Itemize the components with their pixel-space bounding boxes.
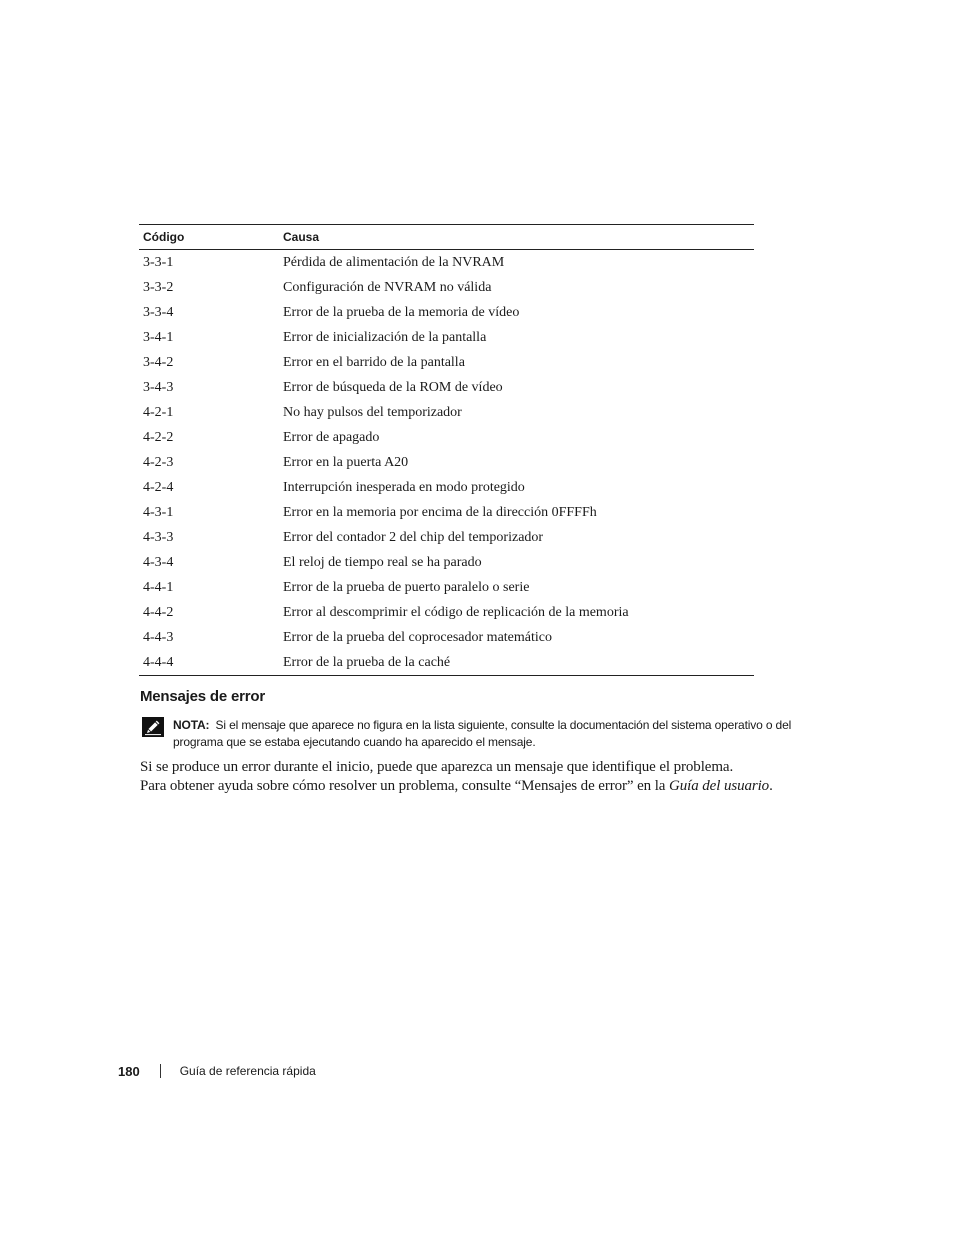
table-row [139,500,754,525]
cell-code: 4-2-4 [143,479,174,495]
paragraph-line-2 [140,777,840,796]
beep-code-table [139,224,754,676]
cell-code: 3-3-2 [143,279,174,295]
cell-cause: Error de la prueba del coprocesador matemático [283,629,552,645]
page-footer [118,1062,316,1080]
column-header-code: Código [139,225,279,250]
table-row [139,650,754,676]
table-row [139,275,754,300]
page-number: 180 [118,1063,140,1079]
user-guide-reference: Guía del usuario [669,778,770,794]
cell-cause: Error al descomprimir el código de replicación de la memoria [283,604,629,620]
table-header [139,225,754,250]
table-body [139,250,754,676]
cell-code: 4-4-4 [139,650,279,676]
footer-separator [160,1064,161,1078]
body-paragraph [140,758,840,796]
table-header-row [139,225,754,250]
cell-cause: Error en el barrido de la pantalla [283,354,465,370]
cell-cause: El reloj de tiempo real se ha parado [283,554,482,570]
note-label: NOTA: [173,718,210,732]
cell-cause: Error de la prueba de puerto paralelo o serie [283,579,530,595]
table-row [139,450,754,475]
table-row [139,425,754,450]
cell-cause: Pérdida de alimentación de la NVRAM [283,254,505,270]
table-row [139,325,754,350]
cell-cause: Error de la prueba de la memoria de vídeo [283,304,520,320]
column-header-cause: Causa [279,225,754,250]
note-body: Si el mensaje que aparece no figura en la lista siguiente, consulte la documentación del sistema operativo o del programa que se estaba ejecutando cuando ha aparecido el mensaje. [173,718,792,749]
cell-code: 3-3-4 [143,304,174,320]
cell-cause: Error de apagado [283,429,380,445]
table-row [139,550,754,575]
cell-code: 4-3-1 [143,504,174,520]
table-row [139,300,754,325]
cell-cause: No hay pulsos del temporizador [283,404,462,420]
cell-cause: Error en la puerta A20 [283,454,409,470]
table-row [139,350,754,375]
cell-cause: Configuración de NVRAM no válida [283,279,492,295]
footer-title: Guía de referencia rápida [179,1064,316,1078]
paragraph-line-1: Si se produce un error durante el inicio, puede que aparezca un mensaje que identifique el problema. [140,759,734,775]
paragraph-line-2-end: . [769,778,773,794]
table-row [139,575,754,600]
section-heading: Mensajes de error [140,688,265,705]
table-row [139,625,754,650]
cell-cause: Interrupción inesperada en modo protegido [283,479,525,495]
table-row [139,525,754,550]
cell-code: 4-4-3 [143,629,174,645]
table-row [139,475,754,500]
cell-code: 4-3-3 [143,529,174,545]
cell-cause: Error de inicialización de la pantalla [283,329,487,345]
table-row [139,600,754,625]
note-text [173,717,823,751]
cell-code: 4-2-2 [143,429,174,445]
pencil-note-icon [142,717,164,737]
cell-cause: Error de la prueba de la caché [279,650,754,676]
cell-cause: Error del contador 2 del chip del temporizador [283,529,544,545]
table-row [139,250,754,276]
cell-cause: Error de búsqueda de la ROM de vídeo [283,379,503,395]
cell-code: 4-3-4 [143,554,174,570]
cell-code: 3-4-1 [143,329,174,345]
cell-code: 3-4-3 [143,379,174,395]
paragraph-line-2-text: Para obtener ayuda sobre cómo resolver un problema, consulte “Mensajes de error” en la [140,778,670,794]
cell-code: 4-4-2 [143,604,174,620]
table-row [139,400,754,425]
cell-code: 4-2-1 [143,404,174,420]
table-row [139,375,754,400]
cell-code: 4-2-3 [143,454,174,470]
cell-cause: Error en la memoria por encima de la dirección 0FFFFh [283,504,597,520]
cell-code: 4-4-1 [143,579,174,595]
cell-code: 3-4-2 [143,354,174,370]
cell-code: 3-3-1 [143,254,174,270]
